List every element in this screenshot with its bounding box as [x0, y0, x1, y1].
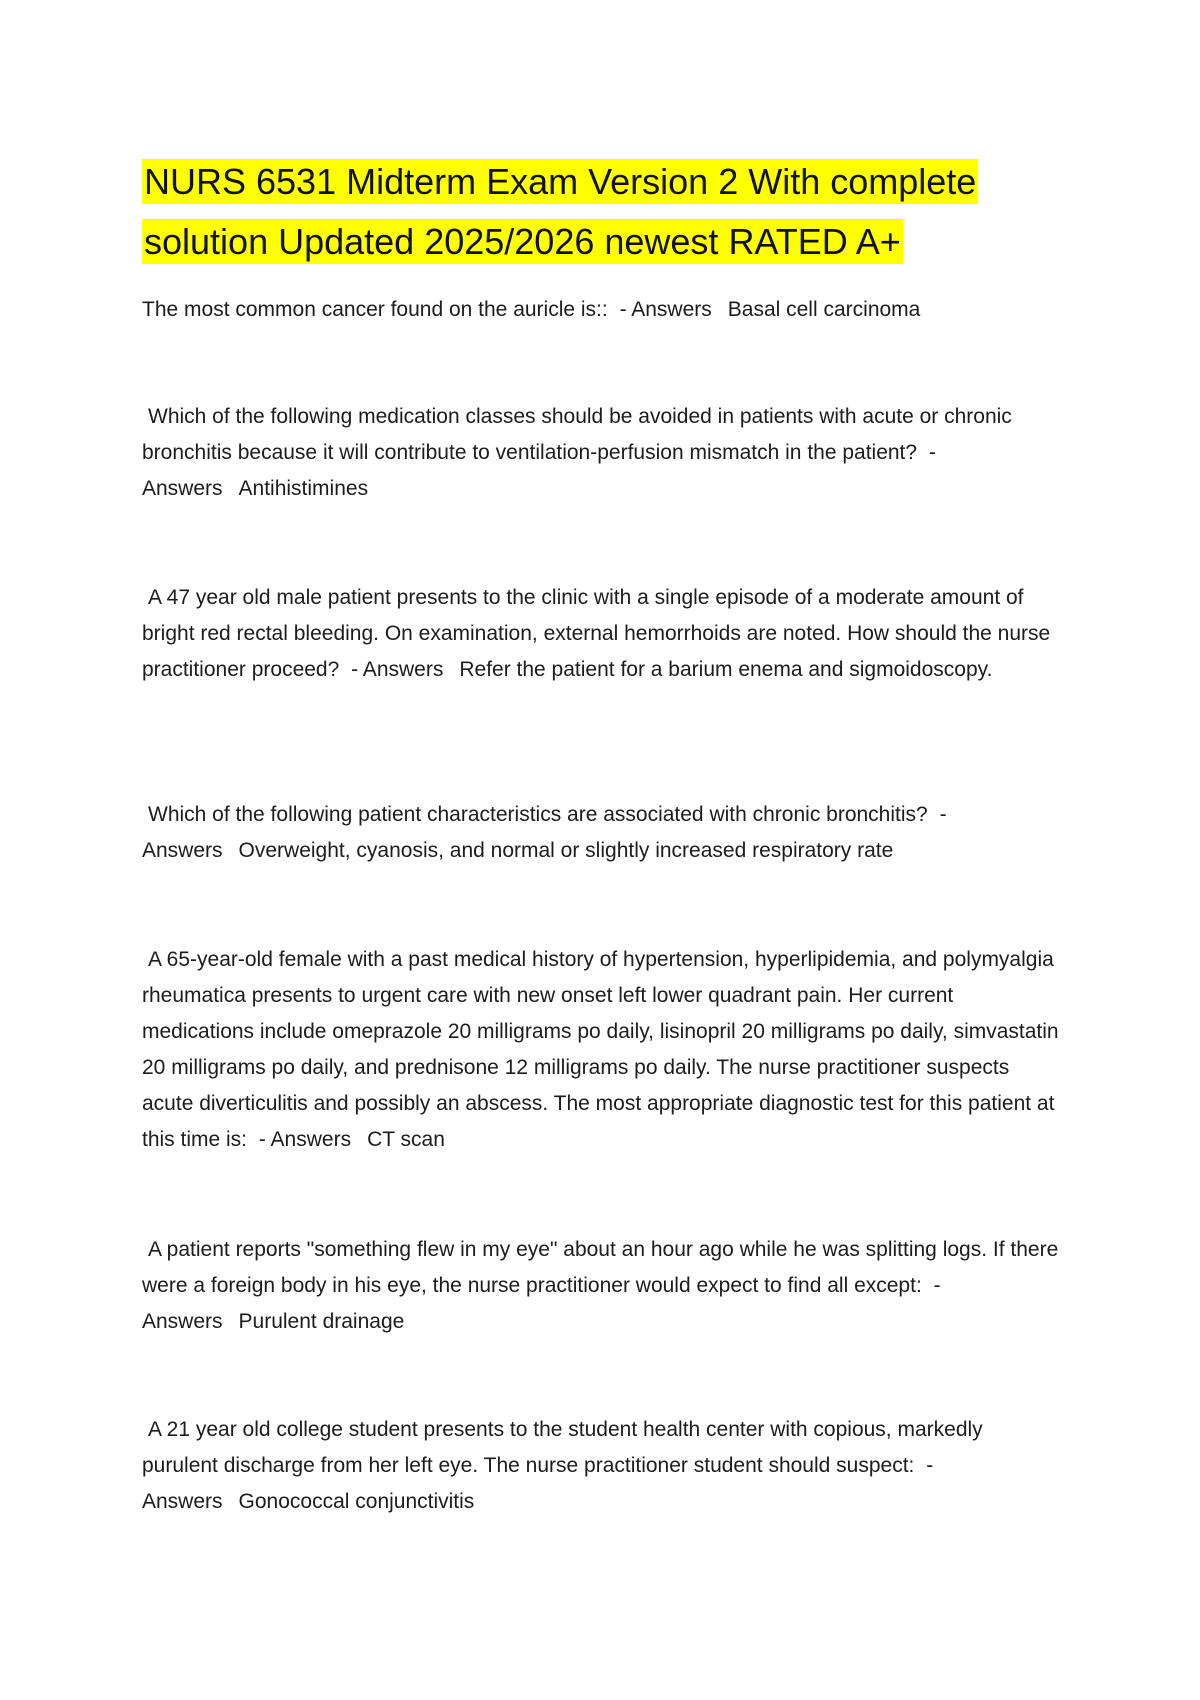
- qa-item: [142, 580, 1062, 688]
- answer-label: - Answers: [142, 1274, 941, 1333]
- question-text: A 47 year old male patient presents to the clinic with a single episode of a moderate amount of bright red rectal bleeding. On examination, external hemorrhoids are noted. How should the nurse practitioner proceed?: [142, 586, 1051, 681]
- qa-item: [142, 942, 1062, 1158]
- answer-label: - Answers: [142, 1454, 934, 1513]
- qa-item: [142, 1412, 1062, 1520]
- qa-item: [142, 797, 1062, 869]
- question-text: A patient reports "something flew in my eye" about an hour ago while he was splitting logs. If there were a foreign body in his eye, the nurse practitioner would expect to find all except:: [142, 1238, 1059, 1297]
- answer-text: Basal cell carcinoma: [727, 298, 921, 321]
- question-text: A 65-year-old female with a past medical history of hypertension, hyperlipidemia, and polymyalgia rheumatica presents to urgent care with new onset left lower quadrant pain. Her current medications include omeprazole 20 milligrams po daily, lisinopril 20 milligrams po daily, simvastatin 20 milligrams po daily, and prednisone 12 milligrams po daily. The nurse practitioner suspects acute diverticulitis and possibly an abscess. The most appropriate diagnostic test for this patient at this time is:: [142, 948, 1059, 1151]
- answer-label: - Answers: [142, 441, 936, 500]
- answer-label: - Answers: [351, 658, 444, 681]
- qa-item: [142, 399, 1062, 507]
- answer-label: - Answers: [619, 298, 712, 321]
- qa-item: [142, 1232, 1062, 1340]
- answer-text: Overweight, cyanosis, and normal or slightly increased respiratory rate: [238, 839, 894, 862]
- question-text: A 21 year old college student presents to the student health center with copious, markedly purulent discharge from her left eye. The nurse practitioner student should suspect:: [142, 1418, 983, 1477]
- question-text: Which of the following patient characteristics are associated with chronic bronchitis?: [148, 803, 928, 826]
- answer-text: Antihistimines: [238, 477, 369, 500]
- answer-text: Purulent drainage: [238, 1310, 405, 1333]
- title-highlight: NURS 6531 Midterm Exam Version 2 With complete solution Updated 2025/2026 newest RATED A+: [144, 161, 977, 262]
- answer-text: CT scan: [367, 1128, 445, 1151]
- answer-label: - Answers: [142, 803, 947, 862]
- question-text: The most common cancer found on the auricle is:: [142, 298, 602, 321]
- answer-label: - Answers: [258, 1128, 352, 1151]
- document-title: [142, 152, 1062, 272]
- qa-item: The most common cancer found on the auricle is:: - Answers Basal cell carcinoma: [142, 298, 921, 321]
- question-text: Which of the following medication classes should be avoided in patients with acute or chronic bronchitis because it will contribute to ventilation-perfusion mismatch in the patient?: [142, 405, 1012, 464]
- answer-text: Refer the patient for a barium enema and sigmoidoscopy.: [459, 658, 993, 681]
- document-page: [142, 152, 1062, 1513]
- answer-text: Gonococcal conjunctivitis: [238, 1490, 475, 1513]
